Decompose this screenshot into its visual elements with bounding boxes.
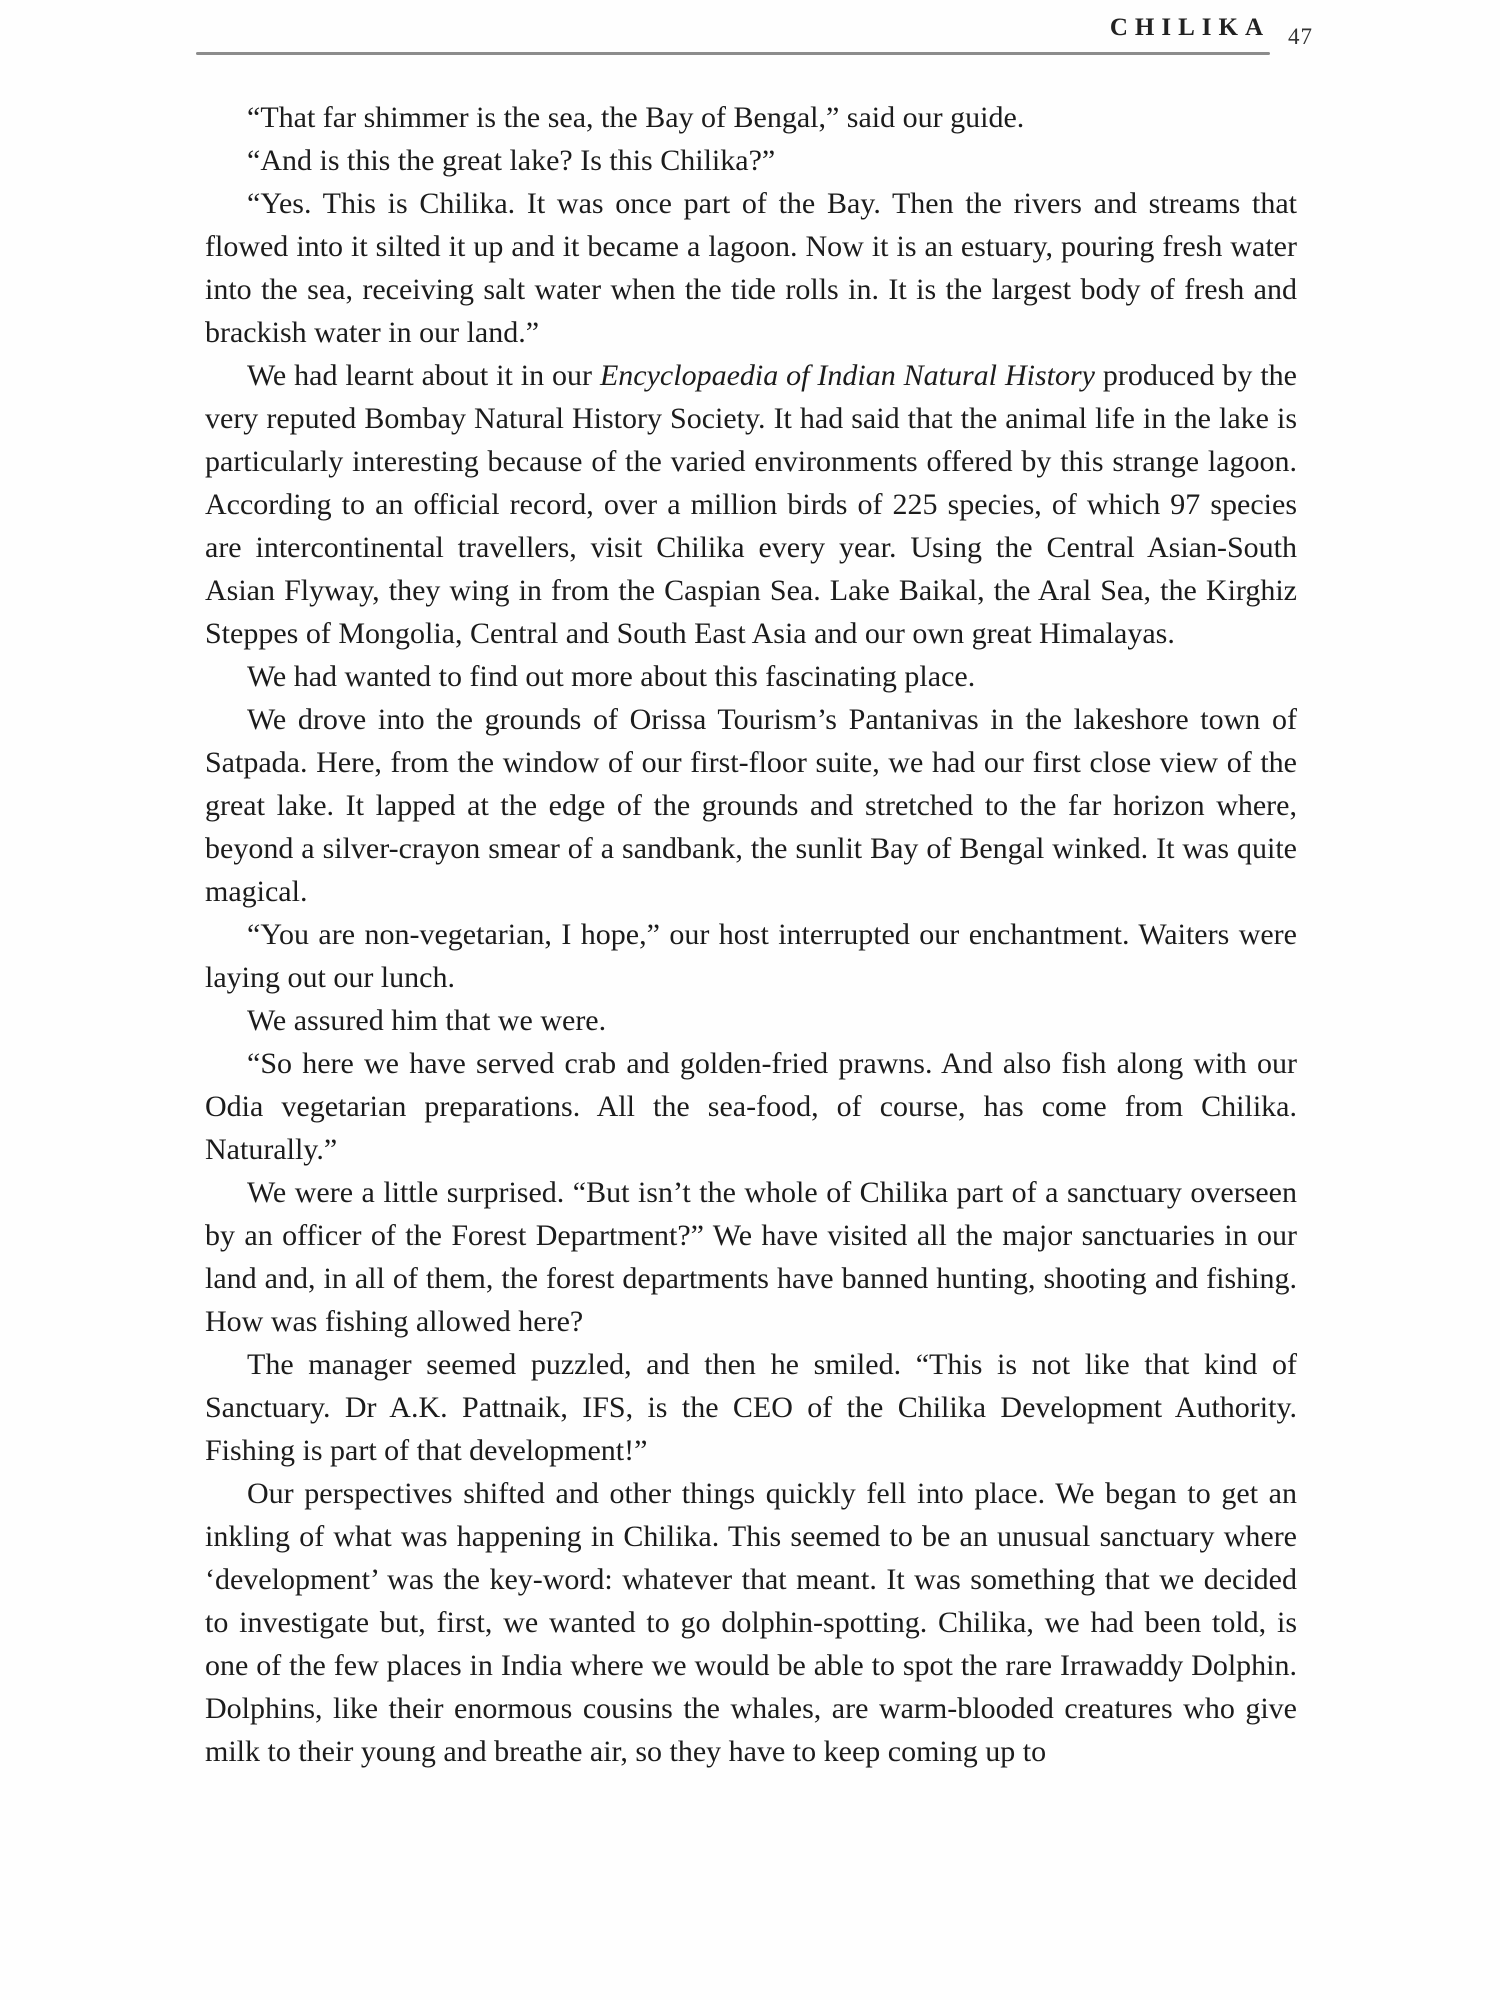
paragraph: “Yes. This is Chilika. It was once part of the Bay. Then the rivers and streams that flowed into it silted it up and it became a lagoon. Now it is an estuary, pouring fresh water into the sea, receiving salt water when the tide rolls in. It is the largest body of fresh and brackish water in our land.” xyxy=(205,187,1297,349)
paragraph: “That far shimmer is the sea, the Bay of Bengal,” said our guide. xyxy=(247,101,1025,134)
page-body xyxy=(205,96,1297,1773)
book-title-italic: Encyclopaedia of Indian Natural History xyxy=(599,359,1095,392)
paragraph: “And is this the great lake? Is this Chilika?” xyxy=(247,144,776,177)
header-rule xyxy=(196,52,1270,55)
paragraph: We drove into the grounds of Orissa Tourism’s Pantanivas in the lakeshore town of Satpada. Here, from the window of our first-floor suite, we had our first close view of the great lake. It lapped at the edge of the grounds and stretched to the far horizon where, beyond a silver-crayon smear of a sandbank, the sunlit Bay of Bengal winked. It was quite magical. xyxy=(205,703,1297,908)
paragraph xyxy=(205,354,1297,655)
paragraph: We assured him that we were. xyxy=(247,1004,607,1037)
paragraph: We had wanted to find out more about this fascinating place. xyxy=(247,660,976,693)
paragraph: We were a little surprised. “But isn’t the whole of Chilika part of a sanctuary overseen by an officer of the Forest Department?” We have visited all the major sanctuaries in our land and, in all of them, the forest departments have banned hunting, shooting and fishing. How was fishing allowed here? xyxy=(205,1176,1297,1338)
paragraph: “So here we have served crab and golden-fried prawns. And also fish along with our Odia vegetarian preparations. All the sea-food, of course, has come from Chilika. Naturally.” xyxy=(205,1047,1297,1166)
paragraph-text: produced by the very reputed Bombay Natural History Society. It had said that the animal life in the lake is particularly interesting because of the varied environments offered by this strange lagoon. According to an official record, over a million birds of 225 species, of which 97 species are intercontinental travellers, visit Chilika every year. Using the Central Asian-South Asian Flyway, they wing in from the Caspian Sea. Lake Baikal, the Aral Sea, the Kirghiz Steppes of Mongolia, Central and South East Asia and our own great Himalayas. xyxy=(205,359,1298,650)
running-header-title: CHILIKA xyxy=(1109,14,1270,41)
paragraph-text: We had learnt about it in our xyxy=(247,359,600,392)
paragraph: Our perspectives shifted and other things quickly fell into place. We began to get an inkling of what was happening in Chilika. This seemed to be an unusual sanctuary where ‘development’ was the key-word: whatever that meant. It was something that we decided to investigate but, first, we wanted to go dolphin-spotting. Chilika, we had been told, is one of the few places in India where we would be able to spot the rare Irrawaddy Dolphin. Dolphins, like their enormous cousins the whales, are warm-blooded creatures who give milk to their young and breathe air, so they have to keep coming up to xyxy=(205,1477,1297,1768)
page-number: 47 xyxy=(1288,24,1313,49)
paragraph: The manager seemed puzzled, and then he smiled. “This is not like that kind of Sanctuary. Dr A.K. Pattnaik, IFS, is the CEO of the Chilika Development Authority. Fishing is part of that development!” xyxy=(205,1348,1297,1467)
paragraph: “You are non-vegetarian, I hope,” our host interrupted our enchantment. Waiters were laying out our lunch. xyxy=(205,918,1297,994)
